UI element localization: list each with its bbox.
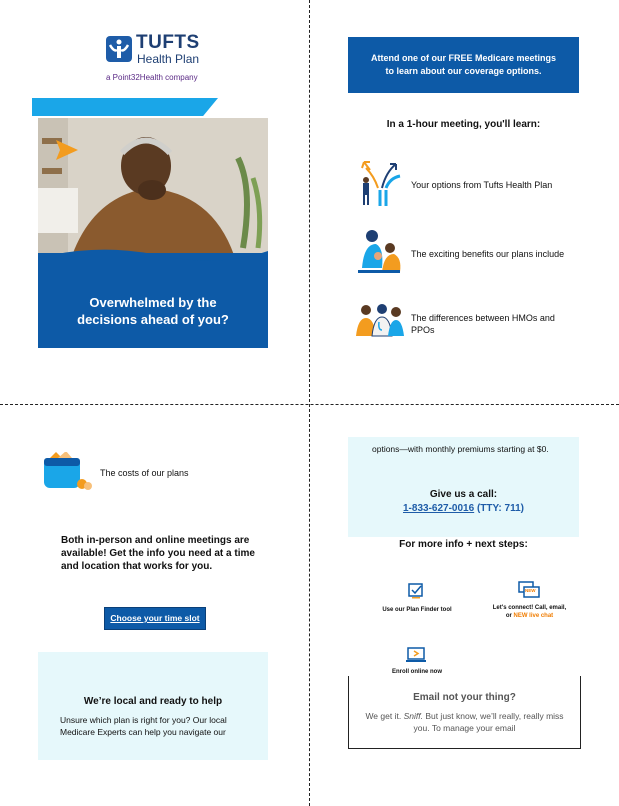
- meetings-paragraph: Both in-person and online meetings are available! Get the info you need at a time and location that works for you.: [61, 535, 255, 572]
- learn-item-benefits: The exciting benefits our plans include: [411, 249, 565, 259]
- email-body-prefix: We get it.: [365, 711, 402, 721]
- meetings-banner: [348, 37, 579, 93]
- connect-line1: Let's connect! Call, email,: [492, 605, 567, 611]
- tufts-logo-icon: [106, 36, 132, 62]
- connect-new-live-chat: NEW live chat: [513, 613, 554, 619]
- next-steps-heading: For more info + next steps:: [399, 539, 528, 550]
- call-heading: Give us a call:: [429, 489, 498, 500]
- chat-bubble-icon[interactable]: [518, 581, 540, 606]
- learn-item-costs: The costs of our plans: [100, 468, 189, 478]
- connect-or: or: [505, 613, 512, 619]
- logo-tagline: a Point32Health company: [106, 73, 198, 82]
- email-panel: [348, 676, 581, 749]
- hero-headline-line2: decisions ahead of you?: [77, 312, 229, 327]
- premium-options-text: options—with monthly premiums starting at $0.: [372, 444, 549, 454]
- email-body-sniff: Sniff.: [403, 711, 423, 721]
- hero-card: [38, 118, 268, 348]
- connect-link[interactable]: [482, 604, 577, 620]
- learn-item-options: Your options from Tufts Health Plan: [411, 180, 553, 190]
- plan-finder-link[interactable]: Use our Plan Finder tool: [382, 607, 452, 613]
- local-body: Unsure which plan is right for you? Our local Medicare Experts can help you navigate our: [60, 715, 227, 737]
- horizontal-fold-line: [0, 404, 619, 405]
- email-body-rest: But just know, we’ll really, really miss you. To manage your email: [413, 711, 564, 733]
- vertical-fold-line: [309, 0, 310, 806]
- hero-headline: [38, 294, 268, 328]
- enroll-link[interactable]: Enroll online now: [392, 669, 442, 675]
- learn-item-differences: The differences between HMOs and PPOs: [411, 313, 555, 335]
- email-title: Email not your thing?: [413, 692, 516, 703]
- call-line: [348, 503, 579, 514]
- hero-wave: [38, 243, 268, 273]
- enroll-laptop-icon[interactable]: [406, 647, 426, 668]
- tty-number: (TTY: 711): [476, 503, 524, 514]
- hero-headline-line1: Overwhelmed by the: [89, 295, 217, 310]
- new-badge: NEW: [525, 588, 536, 593]
- family-icon: [354, 226, 404, 276]
- plan-finder-icon[interactable]: [408, 583, 426, 604]
- doctor-patient-icon: [354, 300, 404, 340]
- logo-product: Health Plan: [137, 52, 200, 66]
- wallet-coins-icon: [42, 452, 94, 492]
- local-title: We’re local and ready to help: [83, 696, 223, 707]
- local-help-panel: [38, 652, 268, 760]
- logo-brand: TUFTS: [136, 32, 200, 53]
- banner-line1: Attend one of our FREE Medicare meetings: [370, 53, 557, 63]
- choose-time-slot-button[interactable]: Choose your time slot: [104, 607, 206, 630]
- hero-accent-stripe: [32, 98, 218, 116]
- crossroads-arrows-icon: [356, 158, 402, 208]
- email-body: [361, 710, 568, 734]
- banner-line2: to learn about our coverage options.: [385, 66, 542, 76]
- learn-heading: In a 1-hour meeting, you'll learn:: [386, 119, 541, 130]
- call-panel: [348, 437, 579, 537]
- phone-link[interactable]: 1-833-627-0016: [403, 503, 475, 514]
